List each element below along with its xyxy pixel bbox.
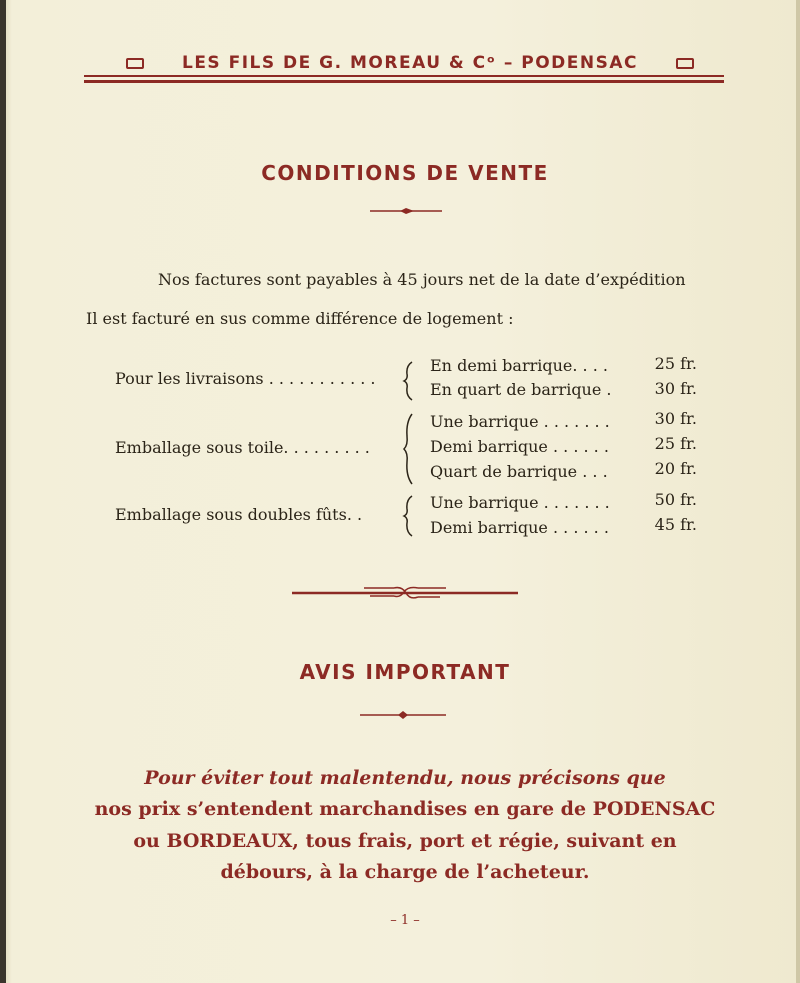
packaging-intro-text: Il est facturé en sus comme différence de logement : <box>86 309 514 328</box>
section-divider-icon <box>290 582 522 602</box>
item-name: Une barrique . . . . . . . <box>430 412 610 431</box>
payment-terms-text: Nos factures sont payables à 45 jours net de la date d’expédition <box>158 270 686 289</box>
item-name: Quart de barrique . . . <box>430 462 608 481</box>
item-price: 45 fr. <box>654 515 697 534</box>
avis-title: AVIS IMPORTANT <box>299 660 511 684</box>
brace-icon <box>402 494 416 538</box>
notice-line-2: nos prix s’entendent marchandises en gare de PODENSAC <box>94 798 716 820</box>
item-name: Demi barrique . . . . . . <box>430 518 609 537</box>
item-name: Une barrique . . . . . . . <box>430 493 610 512</box>
header-ornament-right-icon <box>676 58 694 69</box>
header <box>105 52 715 74</box>
item-price: 25 fr. <box>654 354 697 373</box>
row-label-doubles-futs: Emballage sous doubles fûts. . <box>115 505 363 524</box>
brace-icon <box>402 360 416 402</box>
item-price: 50 fr. <box>654 490 697 509</box>
conditions-title: CONDITIONS DE VENTE <box>261 161 549 185</box>
item-name: En quart de barrique . <box>430 380 612 399</box>
header-ornament-left-icon <box>126 58 144 69</box>
item-price: 30 fr. <box>654 379 697 398</box>
item-name: En demi barrique. . . . <box>430 356 608 375</box>
header-rule-thick <box>84 80 724 83</box>
page-number: – 1 – <box>390 913 420 928</box>
header-title: LES FILS DE G. MOREAU & Cᵒ – PODENSAC <box>181 53 639 73</box>
header-rule <box>84 75 724 77</box>
item-name: Demi barrique . . . . . . <box>430 437 609 456</box>
item-price: 25 fr. <box>654 434 697 453</box>
notice-line-1: Pour éviter tout malentendu, nous précisons que <box>144 767 666 789</box>
title-divider-icon <box>358 710 448 720</box>
item-price: 30 fr. <box>654 409 697 428</box>
item-price: 20 fr. <box>654 459 697 478</box>
title-divider-icon <box>368 206 444 216</box>
row-label-livraisons: Pour les livraisons . . . . . . . . . . . <box>115 369 376 388</box>
notice-line-3: ou BORDEAUX, tous frais, port et régie, suivant en <box>133 830 677 852</box>
notice-line-4: débours, à la charge de l’acheteur. <box>220 861 590 883</box>
row-label-toile: Emballage sous toile. . . . . . . . . <box>115 438 370 457</box>
brace-icon <box>402 412 416 486</box>
